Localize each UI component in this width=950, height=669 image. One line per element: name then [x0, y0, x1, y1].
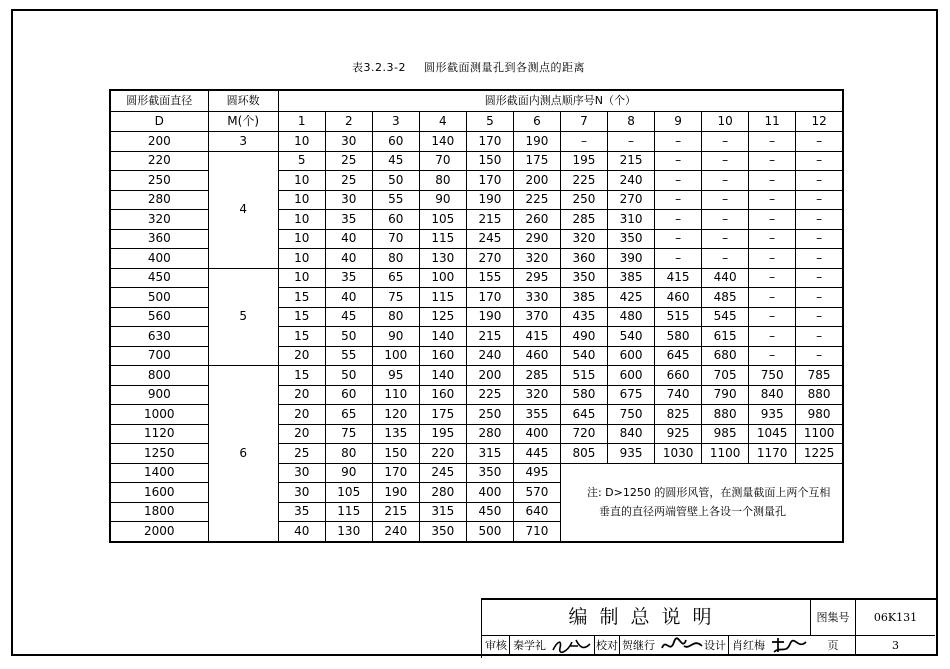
diameter-cell: 1120 [110, 424, 208, 444]
distance-cell: 80 [372, 307, 419, 327]
diameter-cell: 560 [110, 307, 208, 327]
distance-cell: 30 [325, 132, 372, 152]
distance-cell: 1170 [749, 444, 796, 464]
distance-cell: 155 [466, 268, 513, 288]
header-points: 圆形截面内测点顺序号N（个） [278, 90, 843, 111]
distance-cell: 10 [278, 132, 325, 152]
distance-cell: 400 [466, 483, 513, 503]
diameter-cell: 500 [110, 288, 208, 308]
distance-cell: 35 [325, 268, 372, 288]
distance-cell: – [702, 171, 749, 191]
distance-cell: 460 [655, 288, 702, 308]
diameter-cell: 400 [110, 249, 208, 269]
distance-cell: – [796, 229, 843, 249]
point-number-3: 3 [372, 111, 419, 132]
diameter-cell: 900 [110, 385, 208, 405]
distance-cell: – [796, 268, 843, 288]
distance-cell: 580 [560, 385, 607, 405]
distance-cell: 355 [513, 405, 560, 425]
distance-cell: 5 [278, 151, 325, 171]
point-number-1: 1 [278, 111, 325, 132]
distance-cell: 1100 [702, 444, 749, 464]
distance-cell: 25 [325, 151, 372, 171]
distance-cell: 160 [419, 385, 466, 405]
distance-cell: – [749, 229, 796, 249]
distance-cell: – [608, 132, 655, 152]
distance-cell: 10 [278, 171, 325, 191]
distance-cell: 985 [702, 424, 749, 444]
distance-cell: 60 [372, 210, 419, 230]
distance-cell: 215 [466, 327, 513, 347]
distance-cell: 320 [513, 385, 560, 405]
distance-cell: – [655, 132, 702, 152]
distance-cell: 100 [419, 268, 466, 288]
distance-cell: 515 [655, 307, 702, 327]
distance-cell: – [749, 307, 796, 327]
distance-cell: 425 [608, 288, 655, 308]
distance-cell: 790 [702, 385, 749, 405]
distance-cell: 390 [608, 249, 655, 269]
distance-cell: 100 [372, 346, 419, 366]
distance-cell: 20 [278, 346, 325, 366]
distance-cell: 225 [466, 385, 513, 405]
distance-cell: 90 [419, 190, 466, 210]
distance-cell: 60 [325, 385, 372, 405]
diameter-cell: 1600 [110, 483, 208, 503]
distance-cell: 600 [608, 346, 655, 366]
ring-count-cell: 5 [208, 268, 278, 366]
distance-cell: 75 [372, 288, 419, 308]
distance-cell: 225 [560, 171, 607, 191]
point-number-5: 5 [466, 111, 513, 132]
point-number-4: 4 [419, 111, 466, 132]
distance-cell: 75 [325, 424, 372, 444]
distance-cell: 35 [325, 210, 372, 230]
distance-cell: – [749, 288, 796, 308]
distance-cell: – [796, 171, 843, 191]
check-label: 校对 [596, 639, 618, 652]
review-label: 审核 [485, 639, 507, 652]
distance-cell: 115 [419, 229, 466, 249]
distance-cell: 640 [513, 502, 560, 522]
distance-cell: 400 [513, 424, 560, 444]
distance-cell: 115 [419, 288, 466, 308]
reviewer-signature [550, 636, 594, 656]
distance-cell: 10 [278, 210, 325, 230]
distance-cell: 130 [325, 522, 372, 542]
diameter-cell: 200 [110, 132, 208, 152]
distance-cell: – [655, 249, 702, 269]
distance-cell: 415 [513, 327, 560, 347]
distance-cell: – [560, 132, 607, 152]
distance-cell: 60 [372, 132, 419, 152]
drawing-title: 编制总说明 [482, 600, 811, 636]
distance-cell: 240 [466, 346, 513, 366]
distance-cell: 10 [278, 249, 325, 269]
distance-cell: 805 [560, 444, 607, 464]
distance-cell: – [702, 151, 749, 171]
point-number-2: 2 [325, 111, 372, 132]
distance-cell: 1030 [655, 444, 702, 464]
distance-cell: 350 [466, 463, 513, 483]
distance-cell: – [655, 229, 702, 249]
distance-cell: 615 [702, 327, 749, 347]
distance-cell: 540 [560, 346, 607, 366]
point-number-7: 7 [560, 111, 607, 132]
distance-cell: 215 [608, 151, 655, 171]
distance-cell: – [796, 132, 843, 152]
header-diameter-symbol: D [110, 111, 208, 132]
distance-cell: – [796, 151, 843, 171]
distance-cell: 80 [419, 171, 466, 191]
distance-cell: 245 [466, 229, 513, 249]
distance-cell: – [655, 171, 702, 191]
distance-cell: 315 [419, 502, 466, 522]
distance-cell: – [702, 249, 749, 269]
distance-cell: 840 [608, 424, 655, 444]
distance-cell: 45 [325, 307, 372, 327]
diameter-cell: 320 [110, 210, 208, 230]
distance-cell: 785 [796, 366, 843, 386]
distance-cell: 825 [655, 405, 702, 425]
distance-cell: 360 [560, 249, 607, 269]
distance-cell: 450 [466, 502, 513, 522]
distance-cell: 220 [419, 444, 466, 464]
point-number-6: 6 [513, 111, 560, 132]
ring-count-cell: 4 [208, 151, 278, 268]
distance-cell: 195 [419, 424, 466, 444]
diameter-cell: 360 [110, 229, 208, 249]
diameter-cell: 1250 [110, 444, 208, 464]
distance-cell: 140 [419, 132, 466, 152]
diameter-cell: 2000 [110, 522, 208, 542]
point-number-11: 11 [749, 111, 796, 132]
distance-cell: 280 [466, 424, 513, 444]
distance-cell: 105 [419, 210, 466, 230]
distance-cell: 720 [560, 424, 607, 444]
diameter-cell: 1800 [110, 502, 208, 522]
diameter-cell: 280 [110, 190, 208, 210]
distance-cell: 40 [325, 288, 372, 308]
distance-cell: 55 [325, 346, 372, 366]
distance-cell: 350 [419, 522, 466, 542]
ring-count-cell: 3 [208, 132, 278, 152]
distance-cell: 750 [749, 366, 796, 386]
distance-cell: 215 [466, 210, 513, 230]
distance-cell: – [796, 249, 843, 269]
designer-name: 肖红梅 [732, 639, 765, 652]
note-line-1: 注: D>1250 的圆形风管，在测量截面上两个互相 [586, 486, 831, 500]
distance-cell: 225 [513, 190, 560, 210]
distance-cell: – [796, 210, 843, 230]
table-row [110, 132, 843, 152]
distance-cell: 50 [372, 171, 419, 191]
distance-cell: 90 [325, 463, 372, 483]
diameter-cell: 220 [110, 151, 208, 171]
diameter-cell: 1000 [110, 405, 208, 425]
distance-cell: 660 [655, 366, 702, 386]
checker-signature [660, 636, 704, 656]
distance-cell: 580 [655, 327, 702, 347]
distance-cell: 15 [278, 307, 325, 327]
distance-cell: 140 [419, 366, 466, 386]
header-rings: 圆环数 [208, 90, 278, 111]
distance-cell: 545 [702, 307, 749, 327]
distance-cell: 40 [325, 229, 372, 249]
diameter-cell: 800 [110, 366, 208, 386]
diameter-cell: 450 [110, 268, 208, 288]
distance-cell: 320 [560, 229, 607, 249]
distance-cell: 350 [608, 229, 655, 249]
distance-cell: 20 [278, 424, 325, 444]
distance-cell: 740 [655, 385, 702, 405]
distance-cell: 130 [419, 249, 466, 269]
distance-cell: 150 [466, 151, 513, 171]
point-number-10: 10 [702, 111, 749, 132]
distance-cell: 540 [608, 327, 655, 347]
header-diameter: 圆形截面直径 [110, 90, 208, 111]
distance-cell: 80 [325, 444, 372, 464]
distance-cell: – [655, 210, 702, 230]
distance-cell: – [749, 346, 796, 366]
page-label: 页 [811, 636, 856, 656]
distance-cell: – [796, 346, 843, 366]
design-label: 设计 [704, 639, 726, 652]
distance-cell: 280 [419, 483, 466, 503]
distance-cell: 70 [372, 229, 419, 249]
distance-cell: – [796, 288, 843, 308]
diameter-cell: 700 [110, 346, 208, 366]
distance-cell: 200 [466, 366, 513, 386]
distance-cell: 500 [466, 522, 513, 542]
title-block [481, 598, 937, 658]
distance-cell: 40 [278, 522, 325, 542]
distance-cell: 385 [560, 288, 607, 308]
table-row [110, 366, 843, 386]
distance-cell: 35 [278, 502, 325, 522]
atlas-label: 图集号 [811, 600, 856, 636]
distance-cell: 415 [655, 268, 702, 288]
distance-cell: 1045 [749, 424, 796, 444]
distance-cell: 570 [513, 483, 560, 503]
distance-cell: 95 [372, 366, 419, 386]
distance-cell: – [702, 190, 749, 210]
distance-cell: 190 [466, 307, 513, 327]
distance-cell: – [702, 210, 749, 230]
distance-cell: 315 [466, 444, 513, 464]
distance-cell: 150 [372, 444, 419, 464]
distance-cell: – [796, 307, 843, 327]
distance-cell: 200 [513, 171, 560, 191]
distance-cell: 10 [278, 268, 325, 288]
distance-cell: 675 [608, 385, 655, 405]
distance-cell: – [702, 229, 749, 249]
distance-cell: 935 [608, 444, 655, 464]
distance-cell: 170 [372, 463, 419, 483]
distance-cell: 435 [560, 307, 607, 327]
distance-cell: 175 [513, 151, 560, 171]
distance-cell: 45 [372, 151, 419, 171]
distance-cell: 30 [325, 190, 372, 210]
distance-cell: 65 [372, 268, 419, 288]
distance-cell: 925 [655, 424, 702, 444]
distance-cell: 285 [513, 366, 560, 386]
distance-cell: 65 [325, 405, 372, 425]
distance-cell: 105 [325, 483, 372, 503]
distance-cell: 270 [466, 249, 513, 269]
distance-cell: 20 [278, 385, 325, 405]
distance-cell: – [749, 171, 796, 191]
distance-cell: 490 [560, 327, 607, 347]
distance-cell: 170 [466, 171, 513, 191]
distance-cell: – [655, 190, 702, 210]
distance-cell: 170 [466, 288, 513, 308]
distance-cell: 880 [702, 405, 749, 425]
distance-cell: – [749, 132, 796, 152]
table-title: 圆形截面测量孔到各测点的距离 [423, 61, 585, 74]
table-row [110, 268, 843, 288]
point-number-8: 8 [608, 111, 655, 132]
ring-count-cell: 6 [208, 366, 278, 542]
distance-cell: 495 [513, 463, 560, 483]
distance-cell: 485 [702, 288, 749, 308]
distance-cell: 250 [466, 405, 513, 425]
distance-cell: 190 [466, 190, 513, 210]
distance-cell: 680 [702, 346, 749, 366]
diameter-cell: 1400 [110, 463, 208, 483]
distance-cell: 135 [372, 424, 419, 444]
distance-cell: 50 [325, 366, 372, 386]
distance-cell: 440 [702, 268, 749, 288]
distance-cell: 285 [560, 210, 607, 230]
distance-cell: 20 [278, 405, 325, 425]
distance-cell: – [749, 268, 796, 288]
distance-cell: 175 [419, 405, 466, 425]
point-number-12: 12 [796, 111, 843, 132]
distance-cell: 350 [560, 268, 607, 288]
point-number-9: 9 [655, 111, 702, 132]
distance-cell: 645 [655, 346, 702, 366]
distance-cell: 460 [513, 346, 560, 366]
distance-cell: 190 [513, 132, 560, 152]
distance-cell: 90 [372, 327, 419, 347]
distance-cell: 445 [513, 444, 560, 464]
distance-cell: – [749, 151, 796, 171]
distance-cell: – [655, 151, 702, 171]
distance-cell: – [796, 190, 843, 210]
distance-cell: 30 [278, 463, 325, 483]
distance-cell: – [796, 327, 843, 347]
table-note [560, 463, 843, 542]
distance-cell: 55 [372, 190, 419, 210]
distance-cell: 290 [513, 229, 560, 249]
distance-cell: 15 [278, 327, 325, 347]
distance-cell: 70 [419, 151, 466, 171]
distance-cell: 840 [749, 385, 796, 405]
distance-cell: 125 [419, 307, 466, 327]
atlas-number: 06K131 [856, 600, 935, 636]
distance-cell: 330 [513, 288, 560, 308]
distance-cell: 15 [278, 288, 325, 308]
distance-cell: 170 [466, 132, 513, 152]
table-row [110, 151, 843, 171]
distance-cell: 320 [513, 249, 560, 269]
distance-cell: 25 [278, 444, 325, 464]
distance-cell: – [749, 190, 796, 210]
distance-cell: 40 [325, 249, 372, 269]
distance-cell: 80 [372, 249, 419, 269]
distance-cell: 980 [796, 405, 843, 425]
distance-cell: 215 [372, 502, 419, 522]
distance-cell: 645 [560, 405, 607, 425]
reviewer-name: 秦学礼 [513, 639, 546, 652]
distance-cell: 1225 [796, 444, 843, 464]
distance-cell: – [749, 249, 796, 269]
distance-cell: 10 [278, 190, 325, 210]
distance-cell: 190 [372, 483, 419, 503]
distance-cell: 750 [608, 405, 655, 425]
distance-cell: 120 [372, 405, 419, 425]
distance-cell: 270 [608, 190, 655, 210]
table-number: 表3.2.3-2 [352, 61, 406, 74]
distance-cell: 50 [325, 327, 372, 347]
note-line-2: 垂直的直径两端管壁上各设一个测量孔 [598, 505, 786, 519]
distance-cell: 195 [560, 151, 607, 171]
distance-cell: 15 [278, 366, 325, 386]
distance-cell: 240 [608, 171, 655, 191]
distance-cell: 245 [419, 463, 466, 483]
distance-cell: 600 [608, 366, 655, 386]
distance-cell: 10 [278, 229, 325, 249]
distance-cell: 140 [419, 327, 466, 347]
checker-name: 贺继行 [622, 639, 655, 652]
diameter-cell: 630 [110, 327, 208, 347]
distance-cell: 705 [702, 366, 749, 386]
distance-table [109, 89, 844, 543]
diameter-cell: 250 [110, 171, 208, 191]
distance-cell: – [702, 132, 749, 152]
distance-cell: 310 [608, 210, 655, 230]
distance-cell: 250 [560, 190, 607, 210]
designer-signature [770, 636, 810, 656]
distance-cell: – [749, 327, 796, 347]
distance-cell: 110 [372, 385, 419, 405]
distance-cell: 480 [608, 307, 655, 327]
distance-cell: 260 [513, 210, 560, 230]
distance-cell: 295 [513, 268, 560, 288]
header-rings-symbol: M(个) [208, 111, 278, 132]
distance-cell: 115 [325, 502, 372, 522]
page-number: 3 [892, 639, 899, 652]
distance-cell: 1100 [796, 424, 843, 444]
distance-cell: 370 [513, 307, 560, 327]
table-caption [352, 59, 599, 75]
distance-cell: 30 [278, 483, 325, 503]
distance-cell: 710 [513, 522, 560, 542]
distance-cell: 25 [325, 171, 372, 191]
distance-cell: 515 [560, 366, 607, 386]
distance-cell: 160 [419, 346, 466, 366]
distance-cell: 880 [796, 385, 843, 405]
distance-cell: 240 [372, 522, 419, 542]
distance-cell: – [749, 210, 796, 230]
distance-cell: 935 [749, 405, 796, 425]
distance-cell: 385 [608, 268, 655, 288]
